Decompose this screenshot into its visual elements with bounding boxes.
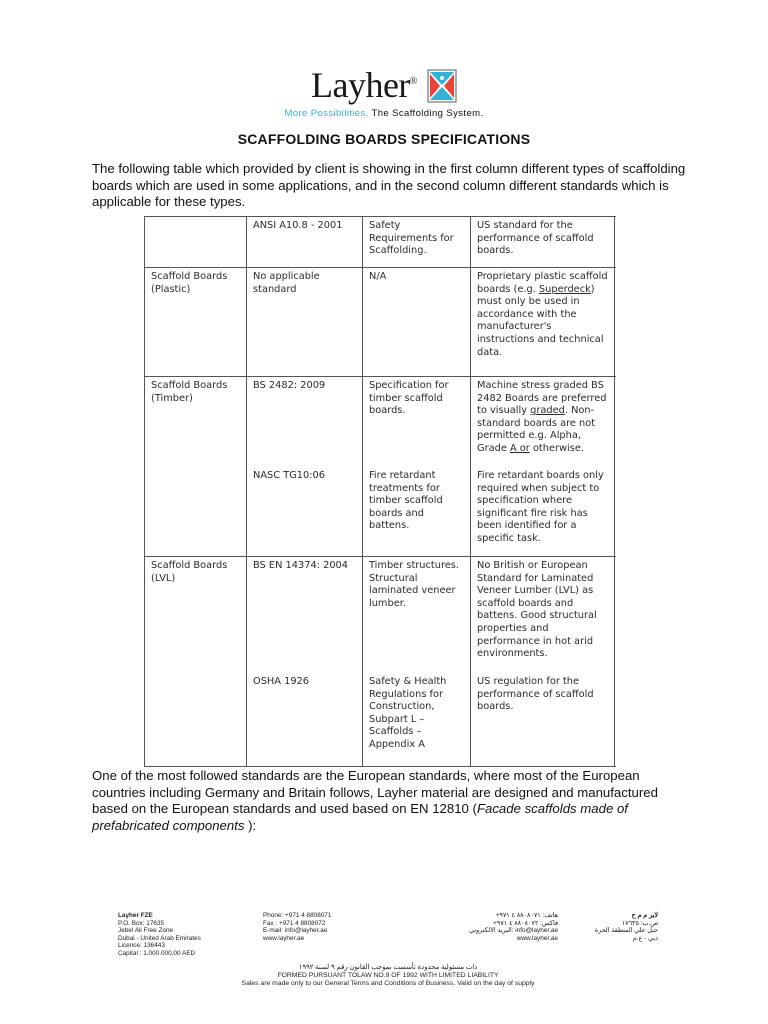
table-cell-title: Safety & Health Regulations for Construction, Subpart L – Scaffolds – Appendix A [369, 676, 447, 750]
table-cell-note: Fire retardant boards only required when subject to specification where significant fire risk has been identified for a specific task. [477, 470, 604, 544]
document-title: SCAFFOLDING BOARDS SPECIFICATIONS [237, 131, 531, 147]
table-cell-note: Machine stress graded BS 2482 Boards are preferred to visually graded. Non-standard boards are not permitted e.g. Alpha, Grade A or otherwise. [477, 380, 607, 454]
footer-arabic-contacts: هاتف: ٨٨٠٨٠٧١ ٤ ٩٧١+ فاكس: ٨٨٠٨٠٧٢ ٤ ٩٧١+ info@layher.ae :البريد الالكتروني www.layher.ae [469, 912, 558, 942]
table-cell-standard: OSHA 1926 [253, 676, 310, 687]
footer-contacts: Phone: +971 4 8808071 Fax : +971 4 8808072 E-mail: info@layher.ae www.layher.ae [263, 912, 332, 942]
logo [0, 64, 768, 103]
table-cell-standard: NASC TG10:06 [253, 470, 326, 481]
footer-arabic-company: لاير م م ح ص.ب: ١٧٦٣٥ جبل علي المنطقة الحرة دبي - ع.م [594, 912, 658, 942]
brand-wordmark: Layher® [310, 65, 418, 105]
table-cell-title: Specification for timber scaffold boards. [369, 380, 449, 417]
table-cell-note: No British or European Standard for Laminated Veneer Lumber (LVL) as scaffold boards and battens. Good structural properties and performance in hot arid environments. [477, 560, 597, 660]
tagline: More Possibilities. The Scaffolding System. [284, 108, 484, 119]
table-cell-type: Scaffold Boards (Timber) [151, 380, 228, 404]
footer-legal: ذات مسئولية محدودة تأسست بموجب القانون رقم ٩ لسنة ١٩٩٢ FORMED PURSUANT TOLAW NO.9 OF 1992 WITH LIMITED LIABILITY Sales are made only to our General Terms and Conditions of Business, Valid on the day of supply [241, 964, 535, 987]
table-cell-standard: No applicable standard [253, 271, 320, 295]
table-cell-type: Scaffold Boards (Plastic) [151, 271, 228, 295]
intro-paragraph: The following table which provided by client is showing in the first column different types of scaffolding boards which are used in some applications, and in the second column different standards which is applicable for these types. [92, 161, 686, 209]
table-cell-note: Proprietary plastic scaffold boards (e.g. Superdeck) must only be used in accordance with the manufacturer's instructions and technical data. [477, 271, 608, 358]
table-cell-type: Scaffold Boards (LVL) [151, 560, 228, 584]
table-cell-standard: ANSI A10.8 - 2001 [253, 220, 343, 231]
table-cell-note: US regulation for the performance of scaffold boards. [477, 676, 594, 713]
specifications-table [144, 216, 616, 766]
table-cell-note: US standard for the performance of scaffold boards. [477, 220, 594, 257]
table-cell-standard: BS EN 14374: 2004 [253, 560, 349, 571]
table-cell-standard: BS 2482: 2009 [253, 380, 326, 391]
footer-address: Layher FZE P.O. Box: 17635 Jebel Ali Free Zone Dubai - United Arab Emirates Licence: 136443 Capital : 1.000.000,00 AED [118, 912, 201, 957]
table-cell-title: Timber structures. Structural laminated veneer lumber. [369, 560, 460, 609]
table-cell-title: N/A [369, 271, 387, 282]
outro-paragraph: One of the most followed standards are the European standards, where most of the European countries including Germany and Britain follows, Layher material are designed and manufactured based on the European standards and used based on EN 12810 (Facade scaffolds made of prefabricated components ): [92, 768, 658, 833]
table-cell-title: Fire retardant treatments for timber scaffold boards and battens. [369, 470, 443, 532]
table-cell-title: Safety Requirements for Scaffolding. [369, 220, 454, 257]
layher-emblem-icon [427, 69, 457, 103]
